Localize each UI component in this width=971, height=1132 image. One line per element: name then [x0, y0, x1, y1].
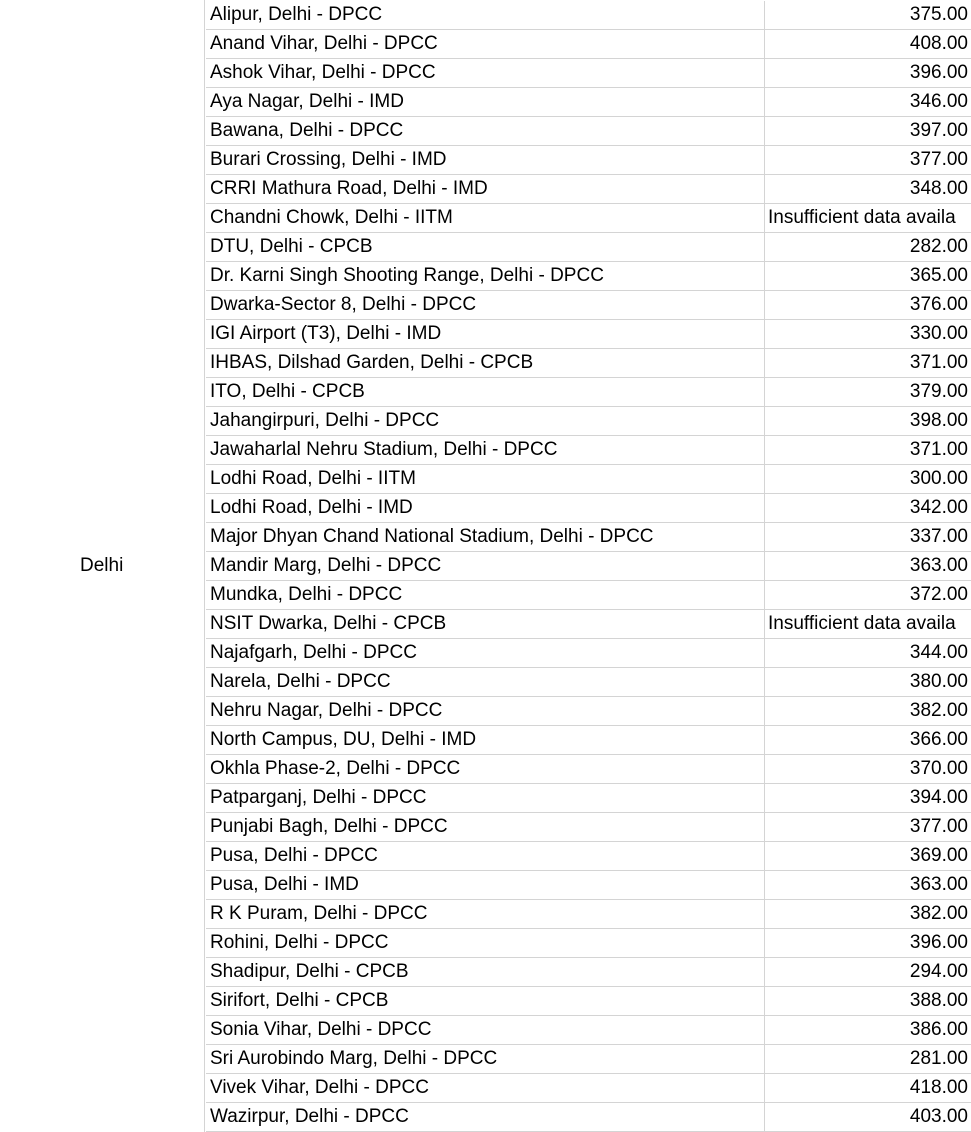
value-cell[interactable]: Insufficient data availa — [768, 207, 956, 228]
city-label: Delhi — [80, 555, 124, 576]
value-cell[interactable]: 396.00 — [909, 62, 968, 83]
station-cell[interactable]: Major Dhyan Chand National Stadium, Delhi - DPCC — [206, 523, 765, 551]
station-cell[interactable]: Sri Aurobindo Marg, Delhi - DPCC — [206, 1045, 765, 1073]
table-row — [206, 610, 971, 639]
table-row — [206, 465, 971, 494]
table-row — [206, 262, 971, 291]
station-cell[interactable]: Punjabi Bagh, Delhi - DPCC — [206, 813, 765, 841]
value-cell[interactable]: 370.00 — [909, 758, 968, 779]
value-cell[interactable]: 369.00 — [909, 845, 968, 866]
station-cell[interactable]: R K Puram, Delhi - DPCC — [206, 900, 765, 928]
station-cell[interactable]: North Campus, DU, Delhi - IMD — [206, 726, 765, 754]
station-cell[interactable]: NSIT Dwarka, Delhi - CPCB — [206, 610, 765, 638]
table-row — [206, 30, 971, 59]
station-cell[interactable]: Vivek Vihar, Delhi - DPCC — [206, 1074, 765, 1102]
value-cell[interactable]: 371.00 — [909, 439, 968, 460]
value-cell[interactable]: 282.00 — [909, 236, 968, 257]
station-cell[interactable]: Mandir Marg, Delhi - DPCC — [206, 552, 765, 580]
table-row — [206, 900, 971, 929]
table-row — [206, 407, 971, 436]
station-cell[interactable]: Okhla Phase-2, Delhi - DPCC — [206, 755, 765, 783]
value-cell[interactable]: 398.00 — [909, 410, 968, 431]
station-cell[interactable]: Sirifort, Delhi - CPCB — [206, 987, 765, 1015]
table-row — [206, 349, 971, 378]
value-cell[interactable]: 365.00 — [909, 265, 968, 286]
table-row — [206, 494, 971, 523]
table-row — [206, 552, 971, 581]
station-cell[interactable]: Lodhi Road, Delhi - IMD — [206, 494, 765, 522]
table-row — [206, 291, 971, 320]
station-cell[interactable]: Bawana, Delhi - DPCC — [206, 117, 765, 145]
station-cell[interactable]: Dr. Karni Singh Shooting Range, Delhi - DPCC — [206, 262, 765, 290]
table-row — [206, 88, 971, 117]
value-cell[interactable]: 342.00 — [909, 497, 968, 518]
table-row — [206, 581, 971, 610]
table-row — [206, 175, 971, 204]
value-cell[interactable]: 371.00 — [909, 352, 968, 373]
table-row — [206, 842, 971, 871]
table-row — [206, 320, 971, 349]
value-cell[interactable]: 388.00 — [909, 990, 968, 1011]
value-cell[interactable]: 376.00 — [909, 294, 968, 315]
station-cell[interactable]: IGI Airport (T3), Delhi - IMD — [206, 320, 765, 348]
city-merged-cell[interactable] — [0, 0, 205, 1132]
station-cell[interactable]: ITO, Delhi - CPCB — [206, 378, 765, 406]
table-row — [206, 1045, 971, 1074]
value-cell[interactable]: 408.00 — [909, 33, 968, 54]
station-cell[interactable]: Narela, Delhi - DPCC — [206, 668, 765, 696]
value-cell[interactable]: 294.00 — [909, 961, 968, 982]
table-row — [206, 436, 971, 465]
value-cell[interactable]: 386.00 — [909, 1019, 968, 1040]
value-cell[interactable]: 377.00 — [909, 816, 968, 837]
value-cell[interactable]: 403.00 — [909, 1106, 968, 1127]
station-cell[interactable]: Aya Nagar, Delhi - IMD — [206, 88, 765, 116]
table-row — [206, 204, 971, 233]
station-cell[interactable]: Alipur, Delhi - DPCC — [206, 1, 765, 29]
value-cell[interactable]: 337.00 — [909, 526, 968, 547]
station-cell[interactable]: Sonia Vihar, Delhi - DPCC — [206, 1016, 765, 1044]
table-row — [206, 233, 971, 262]
value-cell[interactable]: 300.00 — [909, 468, 968, 489]
value-cell[interactable]: 366.00 — [909, 729, 968, 750]
table-row — [206, 117, 971, 146]
value-cell[interactable]: 330.00 — [909, 323, 968, 344]
station-cell[interactable]: Pusa, Delhi - IMD — [206, 871, 765, 899]
value-cell[interactable]: 394.00 — [909, 787, 968, 808]
table-row — [206, 1074, 971, 1103]
station-cell[interactable]: DTU, Delhi - CPCB — [206, 233, 765, 261]
table-row — [206, 668, 971, 697]
table-row — [206, 929, 971, 958]
station-cell[interactable]: CRRI Mathura Road, Delhi - IMD — [206, 175, 765, 203]
table-row — [206, 146, 971, 175]
value-cell[interactable]: 382.00 — [909, 700, 968, 721]
value-cell[interactable]: 363.00 — [909, 555, 968, 576]
table-row — [206, 871, 971, 900]
value-cell[interactable]: 375.00 — [909, 4, 968, 25]
value-cell[interactable]: 346.00 — [909, 91, 968, 112]
table-row — [206, 987, 971, 1016]
value-cell[interactable]: 418.00 — [909, 1077, 968, 1098]
station-cell[interactable]: Rohini, Delhi - DPCC — [206, 929, 765, 957]
station-cell[interactable]: Nehru Nagar, Delhi - DPCC — [206, 697, 765, 725]
value-cell[interactable]: 379.00 — [909, 381, 968, 402]
station-cell[interactable]: Anand Vihar, Delhi - DPCC — [206, 30, 765, 58]
value-cell[interactable]: 377.00 — [909, 149, 968, 170]
table-row — [206, 523, 971, 552]
station-cell[interactable]: Najafgarh, Delhi - DPCC — [206, 639, 765, 667]
value-cell[interactable]: 380.00 — [909, 671, 968, 692]
station-rows — [206, 1, 971, 1132]
value-cell[interactable]: 382.00 — [909, 903, 968, 924]
table-row — [206, 1016, 971, 1045]
table-row — [206, 59, 971, 88]
station-cell[interactable]: Pusa, Delhi - DPCC — [206, 842, 765, 870]
value-cell[interactable]: 281.00 — [909, 1048, 968, 1069]
station-cell[interactable]: Chandni Chowk, Delhi - IITM — [206, 204, 765, 232]
station-cell[interactable]: Jawaharlal Nehru Stadium, Delhi - DPCC — [206, 436, 765, 464]
table-row — [206, 755, 971, 784]
table-row — [206, 639, 971, 668]
table-row — [206, 813, 971, 842]
station-cell[interactable]: Dwarka-Sector 8, Delhi - DPCC — [206, 291, 765, 319]
station-cell[interactable]: Ashok Vihar, Delhi - DPCC — [206, 59, 765, 87]
station-cell[interactable]: Wazirpur, Delhi - DPCC — [206, 1103, 765, 1131]
value-cell[interactable]: 348.00 — [909, 178, 968, 199]
station-cell[interactable]: Burari Crossing, Delhi - IMD — [206, 146, 765, 174]
value-cell[interactable]: 372.00 — [909, 584, 968, 605]
table-row — [206, 1, 971, 30]
station-cell[interactable]: Shadipur, Delhi - CPCB — [206, 958, 765, 986]
station-cell[interactable]: Lodhi Road, Delhi - IITM — [206, 465, 765, 493]
value-cell[interactable]: 396.00 — [909, 932, 968, 953]
table-row — [206, 958, 971, 987]
table-row — [206, 378, 971, 407]
value-cell[interactable]: 363.00 — [909, 874, 968, 895]
station-cell[interactable]: IHBAS, Dilshad Garden, Delhi - CPCB — [206, 349, 765, 377]
value-cell[interactable]: Insufficient data availa — [768, 613, 956, 634]
station-cell[interactable]: Patparganj, Delhi - DPCC — [206, 784, 765, 812]
table-row — [206, 697, 971, 726]
station-cell[interactable]: Jahangirpuri, Delhi - DPCC — [206, 407, 765, 435]
table-row — [206, 726, 971, 755]
value-cell[interactable]: 344.00 — [909, 642, 968, 663]
station-cell[interactable]: Mundka, Delhi - DPCC — [206, 581, 765, 609]
table-row — [206, 784, 971, 813]
value-cell[interactable]: 397.00 — [909, 120, 968, 141]
table-row — [206, 1103, 971, 1132]
